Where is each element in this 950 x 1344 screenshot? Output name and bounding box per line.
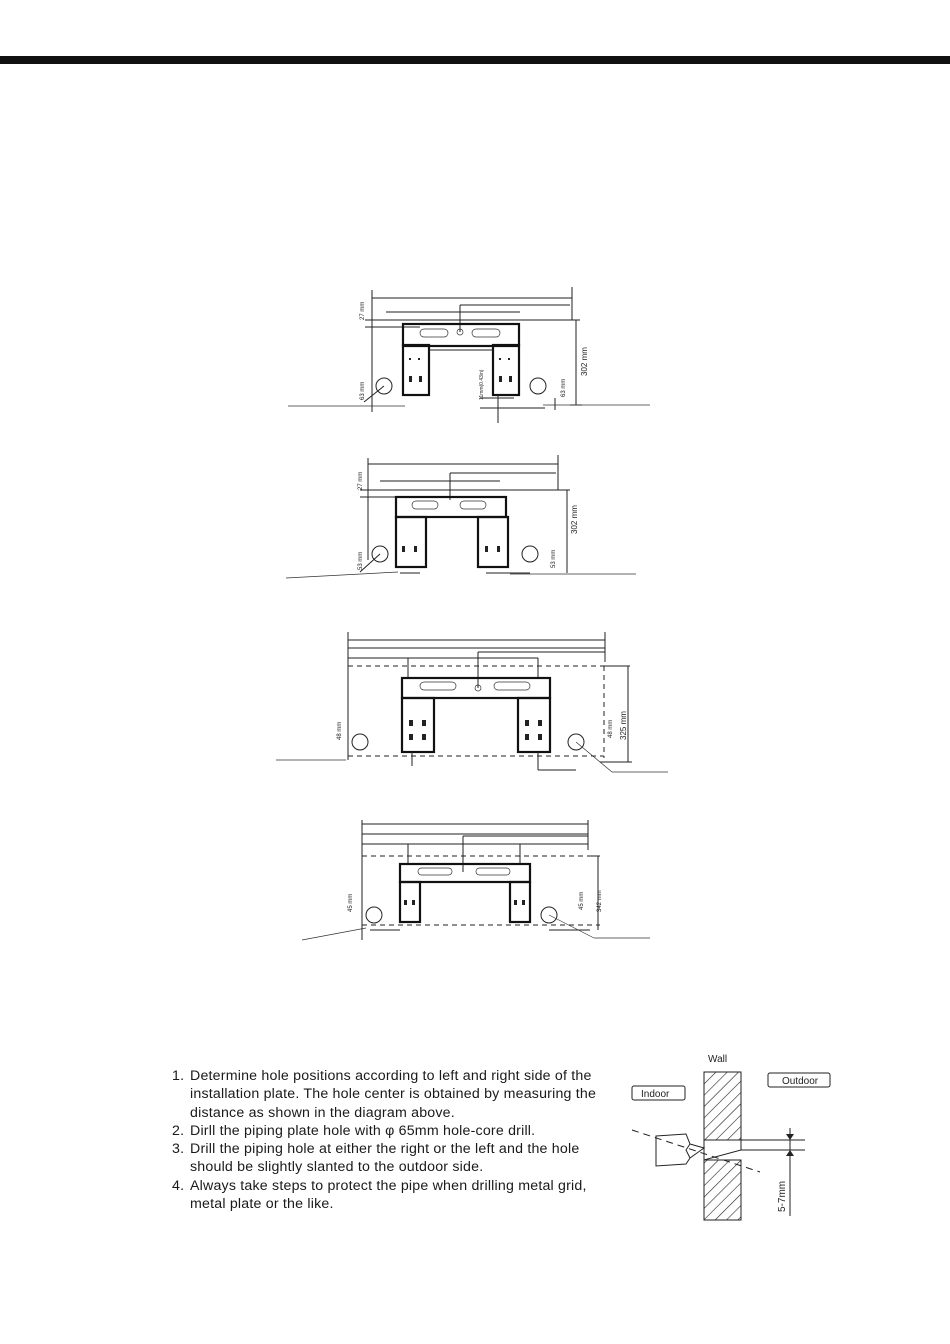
indoor-label: Indoor xyxy=(641,1089,670,1100)
installation-plate-diagram-d xyxy=(0,812,950,947)
installation-plate-diagram-a xyxy=(0,280,950,430)
dim-center-label: 11mm(0.43in) xyxy=(479,369,485,400)
slope-dimension-label: 5-7mm xyxy=(777,1180,788,1212)
instruction-item: 1. Determine hole positions according to left and right side of the installation plate. The hole center is obtained by measuring the distance as shown in the diagram above. xyxy=(172,1068,597,1121)
wall-label: Wall xyxy=(708,1054,728,1065)
wall-drilling-diagram xyxy=(0,1045,950,1225)
installation-plate-diagram-b xyxy=(0,450,950,590)
instruction-item: 3. Drill the piping hole at either the right or the left and the hole should be slightly slanted to the outdoor side. xyxy=(172,1141,580,1176)
installation-plate-diagram-c xyxy=(0,625,950,780)
dim-left-hole-label: 48 mm xyxy=(337,721,343,740)
dim-height-label: 302 mm xyxy=(570,505,579,534)
instruction-item: 4. Always take steps to protect the pipe when drilling metal grid, metal plate or the like. xyxy=(172,1177,587,1213)
dim-top-label: 27 mm xyxy=(358,471,364,490)
dim-left-hole-label: 53 mm xyxy=(358,551,364,570)
dim-right-hole-label: 53 mm xyxy=(551,549,557,568)
dim-right-hole-label: 63 mm xyxy=(561,378,567,397)
dim-left-hole-label: 45 mm xyxy=(348,893,354,912)
dim-height-label: 342 mm xyxy=(597,890,603,912)
dim-height-label: 325 mm xyxy=(619,711,628,740)
dim-height-label: 302 mm xyxy=(580,347,589,376)
dim-left-hole-label: 63 mm xyxy=(360,381,366,400)
dim-right-hole-label: 45 mm xyxy=(579,891,585,910)
header-rule xyxy=(0,56,950,64)
outdoor-label: Outdoor xyxy=(782,1076,819,1087)
dim-right-hole-label: 48 mm xyxy=(608,719,614,738)
dim-top-label: 27 mm xyxy=(360,301,366,320)
instruction-item: 2. Dirll the piping plate hole with φ 65mm hole-core drill. xyxy=(172,1122,536,1139)
